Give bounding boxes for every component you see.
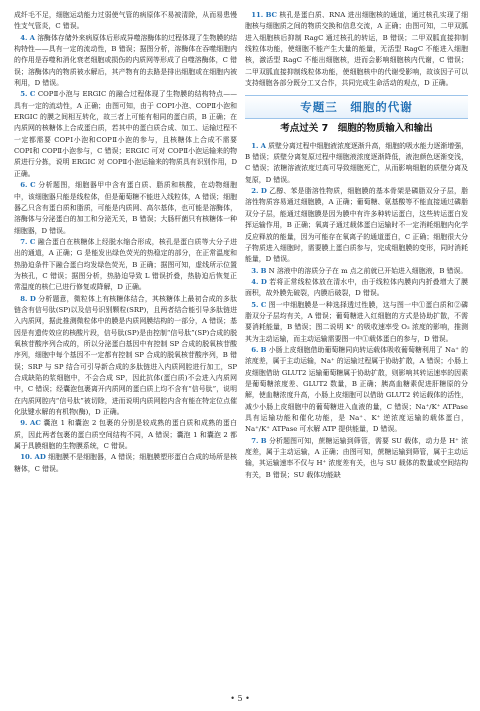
answer-choice: D — [260, 187, 267, 196]
answer-paragraph — [14, 418, 237, 452]
question-number: 1. — [251, 141, 259, 150]
explanation-text: 囊泡 1 和囊泡 2 包裹的分别是较成熟的蛋白质和成熟的蛋白质，因此两者包裹的蛋白质空间结构不同，A 错误；囊泡 1 和囊泡 2 都属于具膜细胞的生物膜系统，C 错误。 — [14, 419, 237, 451]
explanation-text: N 溶液中的溶质分子在 m 点之前就已开始进入细胞液，B 错误。 — [268, 266, 468, 275]
answer-paragraph — [14, 452, 237, 475]
answer-choice: C — [260, 300, 267, 309]
answer-paragraph — [14, 89, 237, 180]
explanation-text: 图一中细胞膜是一种选择透过性膜，这与图一中①蛋白质和②磷脂双分子层均有关，A 错误；葡萄糖进入红细胞的方式是协助扩散，不需要消耗能量，B 错误；图二说明 K⁺ 的吸收速率受 O₂ 浓度的影响，推测其为主动运输，而主动运输需要图一中①载体蛋白的参与，D 错误。 — [245, 300, 468, 343]
question-number: 9. — [20, 419, 28, 428]
right-column — [245, 10, 468, 481]
explanation-text: 小肠上皮细胞借助葡萄糖同向转运载体吸收葡萄糖利用了 Na⁺ 的浓度差，属于主动运输，Na⁺ 的运输过程属于协助扩散，A 错误；小肠上皮细胞借助 GLUT2 运输葡萄糖属于协助扩散，则影响其转运速率的因素是葡萄糖浓度差、GLUT2 数量，B 正确；胰高血糖素促进肝糖原的分解，使血糖浓度升高，小肠上皮细胞可以借助 GLUT2 转运载体的活性，减少小肠上皮细胞中的葡萄糖进入血液的量，C 错误；Na⁺/K⁺ ATPase 具有运输功能和催化功能，是 Na⁺、K⁺ 逆浓度运输的载体蛋白，Na⁺/K⁺ ATPase 可水解 ATP 提供能量，D 错误。 — [245, 345, 468, 434]
chapter-banner: 专题三 细胞的代谢 — [245, 95, 468, 119]
answer-choice: A — [29, 33, 35, 42]
answer-choice: C — [29, 237, 36, 246]
question-number: 6. — [20, 181, 28, 190]
explanation-text: 溶酶体存储外来病原体后形成异噬溶酶体的过程体现了生物膜的结构特性——具有一定的流动性，B 错误；据图分析，溶酶体在吞噬细胞内的作用是吞噬和消化衰老细胞或损伤的内质网等形成了自噬溶酶体，C 错误；溶酶体内的物质被水解后，其产物有的去路是排出细胞或在细胞内被利用，D 错误。 — [14, 33, 237, 88]
explanation-text: 质壁分离过程中细胞液浓度逐渐升高，细胞的吸水能力逐渐增强，B 错误；质壁分离复原过程中细胞液浓度逐渐降低，液泡颜色逐渐变浅，C 错误；浓糖溶液浓度过高可导致细胞死亡，从而影响细胞的质壁分离及复原，D 错误。 — [245, 141, 468, 184]
answer-paragraph — [245, 300, 468, 345]
answer-paragraph — [14, 180, 237, 237]
question-number: 6. — [251, 345, 259, 354]
answer-paragraph — [245, 186, 468, 265]
explanation-text: 成纤毛不足，细胞运动能力过弱使气管的病原体不易被清除，从而易患慢性支气管炎，C 错误。 — [14, 11, 237, 31]
answer-paragraph — [14, 294, 237, 419]
answer-choice: BC — [265, 11, 278, 19]
answer-choice: D — [260, 277, 267, 286]
answer-choice: B — [260, 266, 267, 275]
right-bottom-answers — [245, 141, 468, 481]
answer-choice: AC — [30, 419, 41, 428]
answer-paragraph — [14, 10, 237, 33]
explanation-text: 分析题图可知，蔗糖运输到筛管，需要 SU 载体，动力是 H⁺ 浓度差，属于主动运输，A 正确；由图可知，蔗糖运输到筛管，属于主动运输，其运输速率不仅与 H⁺ 浓度差有关，也与 SU 载体的数量或空间结构有关，B 错误；SU 载体功能缺 — [245, 436, 468, 479]
answer-paragraph — [245, 436, 468, 481]
explanation-text: 融合蛋白在核糖体上经脱水缩合形成，核孔是蛋白质等大分子进出的通道，A 正确；G 是能发出绿色荧光的热稳定的部分，在正常温度和热胁迫条件下融合蛋白均发绿色荧光，B 正确；据图可知，虚线所示位置为核孔，C 错误；据图分析，热胁迫导致 L 错误折叠，热胁迫后恢复正常温度的核仁已进行修复或降解，D 正确。 — [14, 237, 237, 292]
section-title: 考点过关 7 细胞的物质输入和输出 — [280, 123, 433, 135]
answer-choice: B — [260, 345, 267, 354]
answer-paragraph — [14, 33, 237, 90]
question-number: 10. — [20, 453, 33, 462]
left-column — [14, 10, 237, 475]
question-number: 5. — [251, 300, 259, 309]
explanation-text: 分析题图，细胞器甲中含有蛋白质、脂质和核酸，在动物细胞中，该细胞器只能是线粒体，但是葡萄糖不能进入线粒体，A 错误；细胞器乙只含有蛋白质和脂质，可能是内质网、高尔基体，也可能是溶酶体，溶酶体与分泌蛋白的加工和分泌无关，B 错误；大肠杆菌只有核糖体一种细胞器，D 错误。 — [14, 181, 237, 235]
explanation-text: 细胞膜不是细胞器，A 错误；细胞膜塑形蛋白合成的场所是核糖体，C 错误。 — [14, 453, 237, 473]
question-number: 3. — [251, 266, 259, 275]
question-number: 4. — [251, 277, 259, 286]
answer-choice: D — [29, 294, 36, 303]
explanation-text: 核孔是蛋白质、RNA 进出细胞核的通道，通过核孔实现了细胞核与细胞质之间的物质交换和信息交流，A 正确；由图可知，二甲双胍进入细胞核后抑制 RagC 通过核孔的转运，B 错误；二甲双胍直接抑制线粒体功能，使细胞不能产生大量的能量，无活型 RagC 不能进入细胞核，激活型 RagC 不能出细胞核，进而会影响细胞核内代谢，C 错误；二甲双胍直接抑制线粒体功能，使细胞核中的代谢受影响，故该因子可以支持细胞各部分既分工又合作，共同完成生命活动的观点，D 正确。 — [245, 11, 468, 88]
question-number: 7. — [20, 237, 28, 246]
page-number: • 5 • — [230, 694, 250, 703]
question-number: 2. — [251, 187, 259, 196]
explanation-text: 分析题意，微粒体上有核糖体结合，其核糖体上最初合成的多肽链含有信号肽(SP)以及信号识别颗粒(SRP)，且两者结合能引导多肽链进入内质网，据此推测微粒体中的膜是内质网膜结构的一部分，A 错误；基因是有遗传效应的核酸片段，信号肽(SP)是由控制“信号肽”(SP)合成的脱氧核苷酸序列合成的，所以分泌蛋白基因中有控制 SP 合成的脱氧核苷酸序列，细胞中每个基因不一定都有控制 SP 合成的脱氧核苷酸序列，B 错误；SRP 与 SP 结合可引导新合成的多肽链进入内质网腔进行加工，SP 合成缺陷的浆细胞中，不会合成 SP，因此抗体(蛋白质)不会进入内质网中，C 错误；经囊泡包裹离开内质网的蛋白质上均不含有“信号肽”，说明在内质网腔内“信号肽”被切除，进而说明内质网腔内含有能在特定位点催化肽键水解的有机物(酶)，D 正确。 — [14, 294, 238, 417]
question-number: 5. — [20, 90, 28, 99]
question-number: 4. — [20, 33, 28, 42]
answer-paragraph — [245, 141, 468, 186]
answer-choice: A — [260, 141, 266, 150]
answer-choice: B — [260, 436, 267, 445]
explanation-text: COPⅡ小泡与 ERGIC 的融合过程体现了生物膜的结构特点——具有一定的流动性，A 正确；由图可知，由于 COPⅠ小泡、COPⅡ小泡和 ERGIC 的膜之间相互转化，故三者上可能有相同的蛋白质，B 正确；在内质网的核糖体上合成蛋白质，若其中的蛋白质合成、加工、运输过程不一定都需要 COPⅠ小泡和COPⅡ小泡的参与，且核糖体上合成不需要 COPⅠ和 COPⅡ小泡参与，C 错误；ERGIC 可对 COPⅡ小泡运输来的物质进行分拣，说明 ERGIC 对 COPⅡ小泡运输来的物质具有识别作用，D 正确。 — [14, 90, 237, 178]
answer-paragraph — [245, 277, 468, 300]
answer-paragraph — [245, 345, 468, 436]
question-number: 11. — [251, 11, 264, 19]
answer-choice: C — [29, 90, 36, 99]
answer-paragraph — [245, 10, 468, 89]
question-number: 7. — [251, 436, 259, 445]
right-top-answers — [245, 10, 468, 89]
explanation-text: 乙醇、苯是脂溶性物质，细胞膜的基本骨架是磷脂双分子层，脂溶性物质容易通过细胞膜，A 正确；葡萄糖、氨基酸等不能直接通过磷脂双分子层，能通过细胞膜是因为膜中有许多种转运蛋白，这些转运蛋白发挥运输作用，B 正确；氧离子通过载体蛋白运输时不一定消耗细胞内化学反应释放的能量，因为可能存在氧离子的通道蛋白，C 正确；细胞很大分子物质进入细胞时，需要膜上蛋白质参与，完成细胞膜的变形，同时消耗能量，D 错误。 — [245, 187, 469, 264]
answer-choice: C — [30, 181, 36, 190]
answer-paragraph — [14, 237, 237, 294]
explanation-text: 若将正常线粒体放在清水中，由于线粒体内膜向内折叠增大了膜面积，故外膜先破裂，内膜后破裂，D 错误。 — [245, 277, 469, 298]
answer-paragraph — [245, 266, 468, 277]
answer-choice: AD — [34, 453, 46, 462]
question-number: 8. — [20, 294, 28, 303]
